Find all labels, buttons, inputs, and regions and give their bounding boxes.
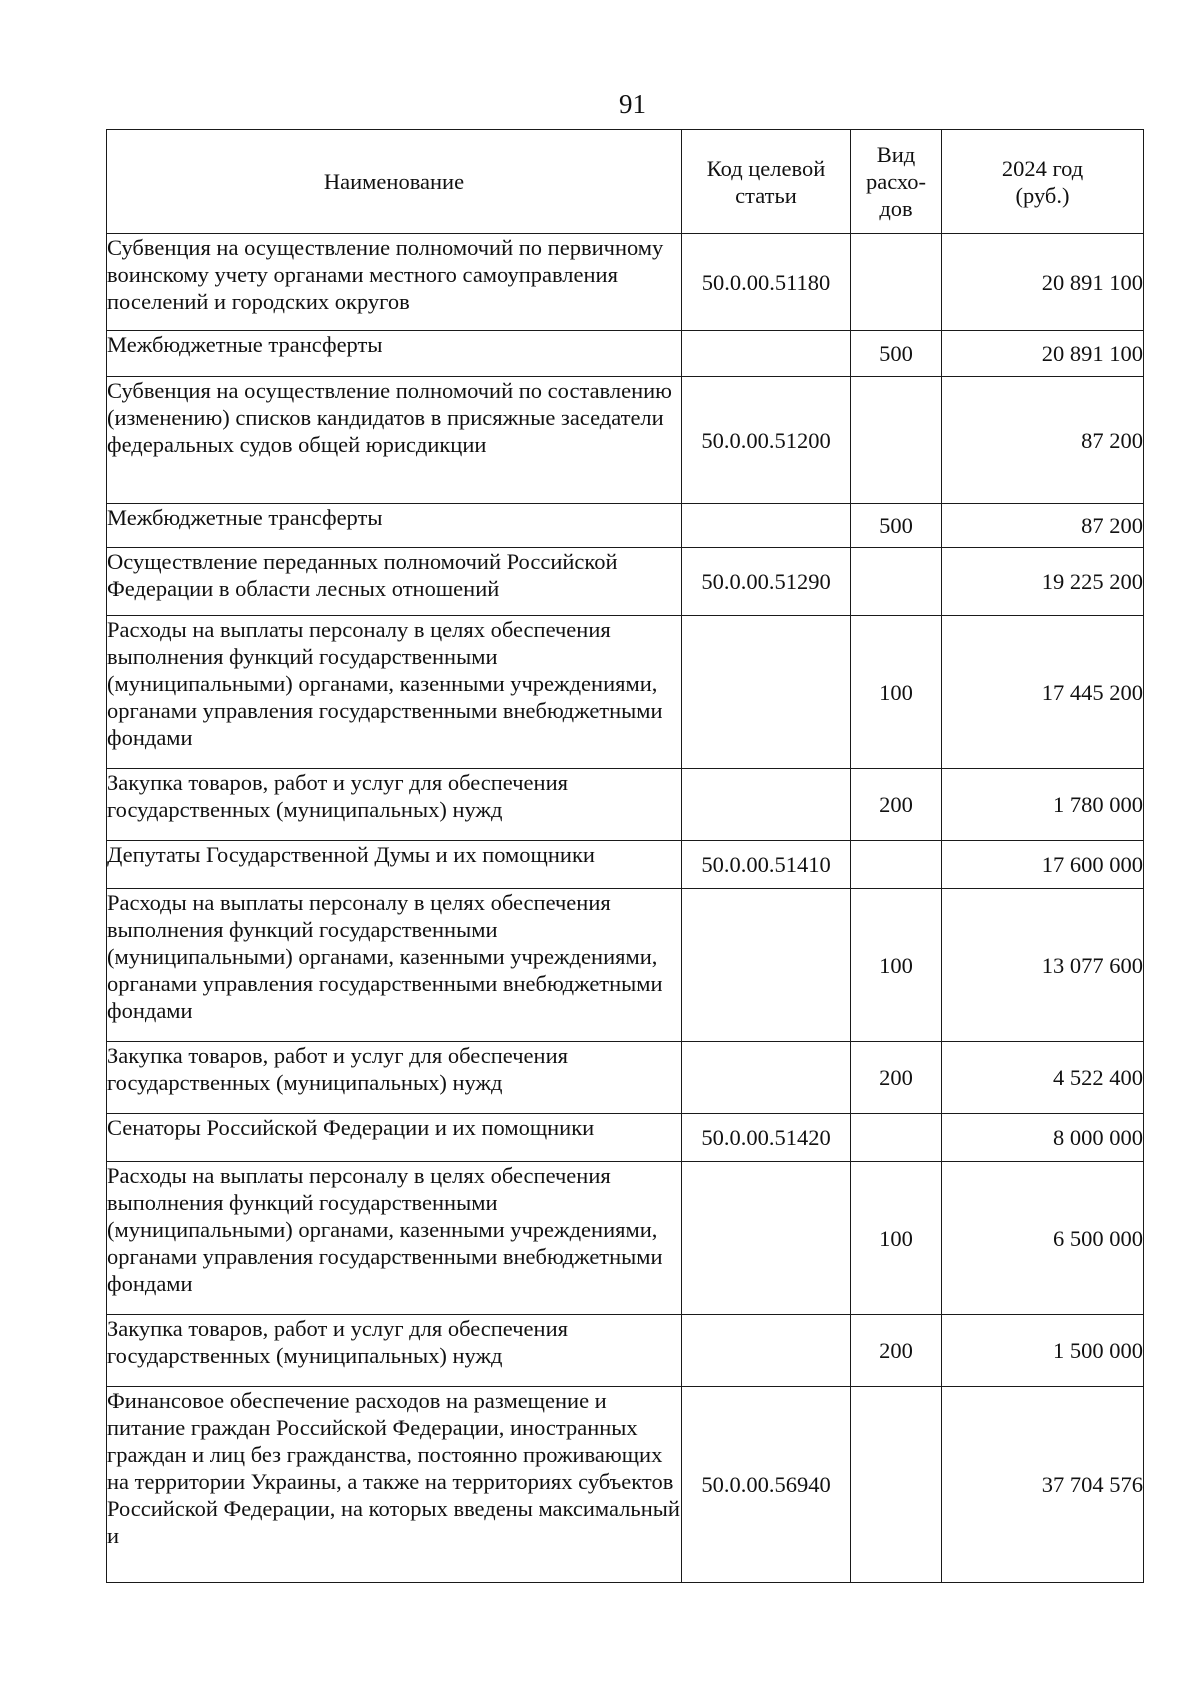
- table-row: [107, 841, 1144, 889]
- row-name-cell: Субвенция на осуществление полномочий по составлению (изменению) списков кандидатов в присяжные заседатели федеральных судов общей юрисдикции: [107, 377, 682, 504]
- row-expense-type-cell: [851, 234, 942, 331]
- table-row: [107, 548, 1144, 616]
- row-amount-cell: 20 891 100: [942, 234, 1144, 331]
- row-name-cell: Сенаторы Российской Федерации и их помощники: [107, 1114, 682, 1162]
- row-expense-type-cell: [851, 377, 942, 504]
- row-name-cell: Финансовое обеспечение расходов на размещение и питание граждан Российской Федерации, иностранных граждан и лиц без гражданства, постоянно проживающих на территории Украины, а также на территориях субъектов Российской Федерации, на которых введены максимальный и: [107, 1387, 682, 1583]
- row-expense-type-cell: [851, 1114, 942, 1162]
- row-name-cell: Закупка товаров, работ и услуг для обеспечения государственных (муниципальных) нужд: [107, 769, 682, 841]
- row-expense-type-cell: 500: [851, 331, 942, 377]
- row-code-cell: 50.0.00.56940: [682, 1387, 851, 1583]
- row-expense-type-cell: 200: [851, 769, 942, 841]
- header-amount: 2024 год (руб.): [942, 130, 1144, 234]
- row-amount-cell: 4 522 400: [942, 1042, 1144, 1114]
- row-amount-cell: 17 600 000: [942, 841, 1144, 889]
- row-expense-type-cell: 200: [851, 1315, 942, 1387]
- header-code: Код целевой статьи: [682, 130, 851, 234]
- row-expense-type-cell: [851, 841, 942, 889]
- row-amount-cell: 87 200: [942, 504, 1144, 548]
- header-name: Наименование: [107, 130, 682, 234]
- row-name-cell: Депутаты Государственной Думы и их помощники: [107, 841, 682, 889]
- row-name-cell: Расходы на выплаты персоналу в целях обеспечения выполнения функций государственными (муниципальными) органами, казенными учреждениями, органами управления государственными внебюджетными фондами: [107, 1162, 682, 1315]
- page-number: 91: [619, 89, 646, 119]
- row-code-cell: 50.0.00.51180: [682, 234, 851, 331]
- row-code-cell: 50.0.00.51420: [682, 1114, 851, 1162]
- row-code-cell: [682, 616, 851, 769]
- row-code-cell: [682, 769, 851, 841]
- table-row: [107, 769, 1144, 841]
- row-code-cell: [682, 331, 851, 377]
- table-row: [107, 234, 1144, 331]
- table-row: [107, 331, 1144, 377]
- header-expense-type: Вид расхо-дов: [851, 130, 942, 234]
- table-row: [107, 1162, 1144, 1315]
- row-amount-cell: 1 500 000: [942, 1315, 1144, 1387]
- row-name-cell: Закупка товаров, работ и услуг для обеспечения государственных (муниципальных) нужд: [107, 1042, 682, 1114]
- row-amount-cell: 8 000 000: [942, 1114, 1144, 1162]
- row-name-cell: Закупка товаров, работ и услуг для обеспечения государственных (муниципальных) нужд: [107, 1315, 682, 1387]
- row-amount-cell: 1 780 000: [942, 769, 1144, 841]
- row-code-cell: [682, 889, 851, 1042]
- table-row: [107, 504, 1144, 548]
- row-expense-type-cell: 100: [851, 616, 942, 769]
- row-code-cell: [682, 1315, 851, 1387]
- table-body: [107, 234, 1144, 1583]
- table-row: [107, 1042, 1144, 1114]
- row-name-cell: Межбюджетные трансферты: [107, 504, 682, 548]
- row-amount-cell: 13 077 600: [942, 889, 1144, 1042]
- row-name-cell: Осуществление переданных полномочий Российской Федерации в области лесных отношений: [107, 548, 682, 616]
- row-amount-cell: 17 445 200: [942, 616, 1144, 769]
- row-name-cell: Расходы на выплаты персоналу в целях обеспечения выполнения функций государственными (муниципальными) органами, казенными учреждениями, органами управления государственными внебюджетными фондами: [107, 889, 682, 1042]
- row-amount-cell: 20 891 100: [942, 331, 1144, 377]
- row-expense-type-cell: 100: [851, 1162, 942, 1315]
- table-header-row: [107, 130, 1144, 234]
- row-expense-type-cell: [851, 548, 942, 616]
- row-code-cell: [682, 1162, 851, 1315]
- row-amount-cell: 6 500 000: [942, 1162, 1144, 1315]
- row-expense-type-cell: 500: [851, 504, 942, 548]
- row-name-cell: Расходы на выплаты персоналу в целях обеспечения выполнения функций государственными (муниципальными) органами, казенными учреждениями, органами управления государственными внебюджетными фондами: [107, 616, 682, 769]
- row-code-cell: 50.0.00.51200: [682, 377, 851, 504]
- table-row: [107, 1387, 1144, 1583]
- row-code-cell: [682, 1042, 851, 1114]
- table-row: [107, 616, 1144, 769]
- row-name-cell: Межбюджетные трансферты: [107, 331, 682, 377]
- budget-table: [106, 129, 1144, 1583]
- table-row: [107, 377, 1144, 504]
- row-name-cell: Субвенция на осуществление полномочий по первичному воинскому учету органами местного самоуправления поселений и городских округов: [107, 234, 682, 331]
- table-row: [107, 889, 1144, 1042]
- table-row: [107, 1315, 1144, 1387]
- row-amount-cell: 37 704 576: [942, 1387, 1144, 1583]
- row-expense-type-cell: 100: [851, 889, 942, 1042]
- table-row: [107, 1114, 1144, 1162]
- row-amount-cell: 19 225 200: [942, 548, 1144, 616]
- row-expense-type-cell: [851, 1387, 942, 1583]
- row-amount-cell: 87 200: [942, 377, 1144, 504]
- row-code-cell: 50.0.00.51410: [682, 841, 851, 889]
- row-code-cell: [682, 504, 851, 548]
- row-expense-type-cell: 200: [851, 1042, 942, 1114]
- row-code-cell: 50.0.00.51290: [682, 548, 851, 616]
